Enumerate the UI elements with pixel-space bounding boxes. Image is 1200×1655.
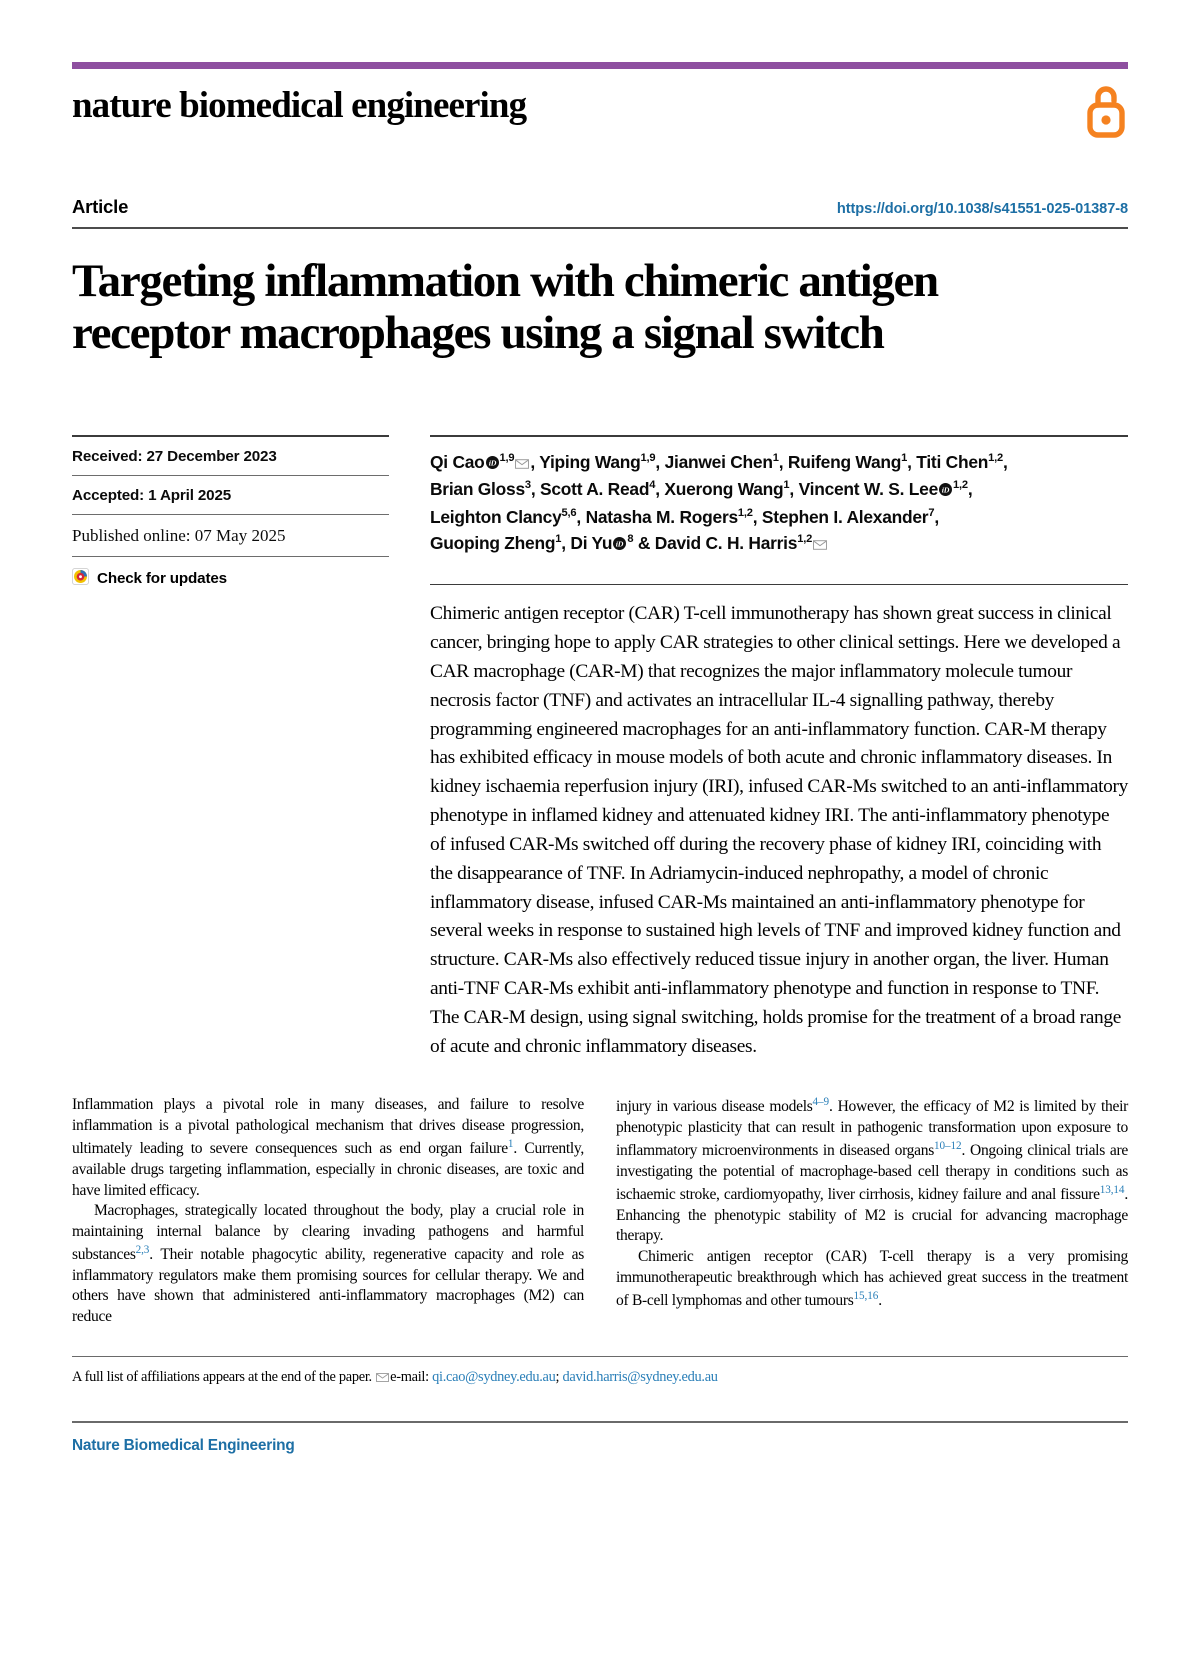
paragraph-text: Macrophages, strategically located throughout the body, play a crucial role in maintaining internal balance by clearing invading pathogens and harmful substances [72, 1202, 584, 1263]
author-separator: , [934, 506, 939, 527]
accepted-date: Accepted: 1 April 2025 [72, 486, 232, 504]
email-link-secondary[interactable]: david.harris@sydney.edu.au [562, 1369, 718, 1386]
author-affiliation-marker: 3 [524, 479, 531, 492]
paragraph-text: . Currently, available drugs targeting inflammation, especially in chronic diseases, are toxic and have limited efficacy. [72, 1140, 584, 1199]
authors-and-abstract [430, 435, 1128, 1061]
author-affiliation-marker: 7 [928, 507, 935, 520]
paragraph-text: . Enhancing the phenotypic stability of M2 is crucial for advancing macrophage therapy. [616, 1185, 1128, 1245]
author-affiliation-marker: 8 [627, 533, 634, 546]
reference-marker[interactable]: 13,14 [1099, 1183, 1125, 1196]
email-separator: ; [555, 1369, 563, 1386]
reference-marker[interactable]: 2,3 [135, 1243, 150, 1256]
article-header-row [72, 196, 1128, 218]
author-name[interactable]: & David C. H. Harris [633, 533, 798, 554]
author-name[interactable]: Leighton Clancy [430, 506, 562, 527]
author-affiliation-marker: 1,2 [988, 451, 1003, 464]
received-date: Received: 27 December 2023 [72, 447, 277, 465]
reference-marker[interactable]: 15,16 [853, 1289, 879, 1302]
masthead [72, 87, 1128, 144]
envelope-icon[interactable] [515, 450, 529, 477]
crossmark-icon [72, 568, 89, 589]
paragraph-text: Chimeric antigen receptor (CAR) T-cell therapy is a very promising immunotherapeutic breakthrough which has achieved great success in the treatment of B-cell lymphomas and other tumours [616, 1248, 1128, 1309]
author-affiliation-marker: 1 [901, 451, 908, 464]
paragraph [616, 1247, 1128, 1311]
envelope-icon[interactable] [813, 531, 827, 558]
svg-text:iD: iD [616, 539, 624, 549]
paragraph-text: . Their notable phagocytic ability, regenerative capacity and role as inflammatory regulators make them promising sources for cellular therapy. We and others have shown that administered anti-inflammatory macrophages (M2) can reduce [72, 1245, 584, 1326]
affiliation-footnote [72, 1369, 1128, 1387]
orcid-icon[interactable] [613, 531, 626, 558]
column-gap [389, 435, 430, 1061]
check-for-updates-link[interactable] [72, 557, 389, 589]
author-name[interactable]: Qi Cao [430, 451, 485, 472]
body-column-right [616, 1095, 1128, 1328]
running-footer-journal[interactable]: Nature Biomedical Engineering [72, 1436, 295, 1454]
author-affiliation-marker: 1,9 [640, 451, 656, 464]
article-page [0, 62, 1200, 1655]
author-name[interactable]: , Yiping Wang [530, 451, 641, 472]
paragraph [72, 1201, 584, 1328]
envelope-icon [376, 1370, 389, 1387]
doi-link[interactable]: https://doi.org/10.1038/s41551-025-01387-8 [836, 201, 1128, 217]
author-affiliation-marker: 1 [783, 479, 790, 492]
author-affiliation-marker: 4 [649, 479, 656, 492]
author-name[interactable]: , Ruifeng Wang [778, 451, 902, 472]
brand-rule [72, 62, 1128, 69]
abstract-text: Chimeric antigen receptor (CAR) T-cell immunotherapy has shown great success in clinical cancer, bringing hope to apply CAR strategies to other clinical settings. Here we developed a CAR macrophage (CAR-M) that recognizes the major inflammatory molecule tumour necrosis factor (TNF) and activates an intracellular IL-4 signalling pathway, thereby programming engineered macrophages for an anti-inflammatory function. CAR-M therapy has exhibited efficacy in mouse models of both acute and chronic inflammatory diseases. In kidney ischaemia reperfusion injury (IRI), infused CAR-Ms switched to an anti-inflammatory phenotype in inflamed kidney and attenuated kidney IRI. The anti-inflammatory phenotype of infused CAR-Ms switched off during the recovery phase of kidney IRI, coinciding with the disappearance of TNF. In Adriamycin-induced nephropathy, a model of chronic inflammatory disease, infused CAR-Ms maintained an anti-inflammatory phenotype for several weeks in response to sustained high levels of TNF and improved kidney function and structure. CAR-Ms also effectively reduced tissue injury in another organ, the liver. Human anti-TNF CAR-Ms exhibit anti-inflammatory phenotype and function in response to TNF. The CAR-M design, using signal switching, holds promise for the treatment of a broad range of acute and chronic inflammatory diseases. [430, 603, 1128, 1057]
authors-top-divider [430, 435, 1128, 436]
open-access-lock-icon[interactable] [1086, 83, 1126, 144]
author-name[interactable]: , Natasha M. Rogers [576, 506, 738, 527]
author-name[interactable]: Brian Gloss [430, 479, 525, 500]
author-name[interactable]: , Stephen I. Alexander [752, 506, 929, 527]
page-footer-divider [72, 1421, 1128, 1422]
paragraph-text: Inflammation plays a pivotal role in many diseases, and failure to resolve inflammation is a pivotal pathological mechanism that drives disease progression, ultimately leading to severe consequences such as end organ failure [72, 1096, 584, 1158]
paragraph-text: . However, the efficacy of M2 is limited by their phenotypic plasticity that can result in pathogenic transformation upon exposure to inflammatory microenvironments in diseased organs [616, 1098, 1128, 1160]
journal-logo[interactable]: nature biomedical engineering [72, 85, 527, 126]
orcid-icon[interactable] [486, 450, 499, 477]
author-affiliation-marker: 1,2 [953, 479, 968, 492]
page-title: Targeting inflammation with chimeric antigen receptor macrophages using a signal switch [72, 254, 938, 359]
header-divider [72, 227, 1128, 229]
email-label: e-mail: [390, 1369, 429, 1386]
author-name[interactable]: , Scott A. Read [530, 479, 650, 500]
published-date: Published online: 07 May 2025 [72, 525, 286, 545]
paragraph-text: . Ongoing clinical trials are investigating the potential of macrophage-based cell therapy in conditions such as ischaemic stroke, cardiomyopathy, liver cirrhosis, kidney failure and anal fissure [616, 1142, 1128, 1203]
svg-text:iD: iD [488, 458, 496, 468]
orcid-icon[interactable] [939, 477, 952, 504]
article-type-label: Article [72, 196, 129, 217]
author-name[interactable]: , Di Yu [561, 533, 613, 554]
author-affiliation-marker: 1 [772, 451, 779, 464]
author-name[interactable]: , Vincent W. S. Lee [789, 479, 939, 500]
paragraph [616, 1095, 1128, 1247]
reference-marker[interactable]: 4–9 [812, 1096, 830, 1109]
paragraph [72, 1095, 584, 1201]
author-affiliation-marker: 1,2 [737, 507, 753, 520]
author-separator: , [967, 479, 973, 500]
author-affiliation-marker: 1 [555, 533, 562, 546]
email-link-primary[interactable]: qi.cao@sydney.edu.au [432, 1369, 556, 1386]
author-separator: , [1003, 451, 1008, 472]
body-columns [72, 1095, 1128, 1328]
body-column-left [72, 1095, 584, 1328]
author-name[interactable]: , Titi Chen [907, 451, 989, 472]
author-affiliation-marker: 1,2 [797, 533, 813, 546]
svg-text:iD: iD [941, 485, 950, 495]
abstract-divider [430, 584, 1128, 586]
author-name[interactable]: Guoping Zheng [430, 533, 556, 554]
author-affiliation-marker: 5,6 [561, 507, 577, 520]
author-name[interactable]: , Jianwei Chen [655, 451, 773, 472]
paragraph-text: injury in various disease models [616, 1098, 813, 1116]
author-list [430, 449, 1128, 558]
reference-marker[interactable]: 10–12 [934, 1140, 962, 1153]
paragraph-text: . [878, 1291, 882, 1309]
footnote-divider [72, 1356, 1128, 1357]
author-affiliation-marker: 1,9 [499, 451, 515, 464]
publication-metadata [72, 435, 389, 1061]
reference-marker[interactable]: 1 [507, 1137, 514, 1150]
affiliation-note-text: A full list of affiliations appears at the end of the paper. [72, 1369, 372, 1386]
check-for-updates-label: Check for updates [97, 570, 227, 588]
author-name[interactable]: , Xuerong Wang [655, 479, 784, 500]
metadata-abstract-band [72, 435, 1128, 1061]
